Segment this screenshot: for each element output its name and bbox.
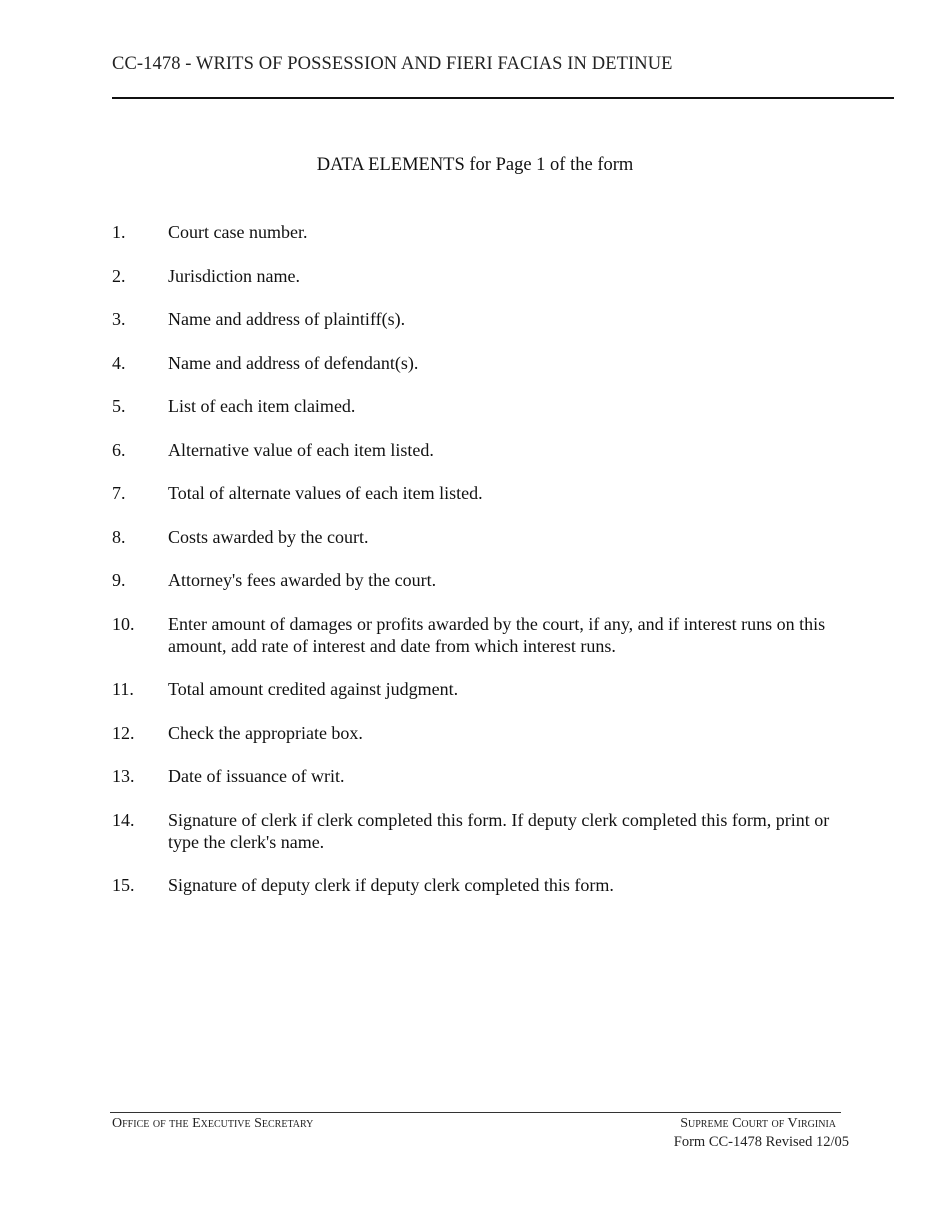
list-item — [112, 308, 852, 330]
item-number: 14. — [112, 809, 135, 830]
item-number: 9. — [112, 570, 126, 590]
item-text: Name and address of plaintiff(s). — [168, 309, 406, 329]
item-text: Costs awarded by the court. — [168, 526, 369, 547]
section-title: DATA ELEMENTS for Page 1 of the form — [316, 155, 634, 175]
list-item — [112, 439, 852, 461]
list-item — [112, 482, 852, 504]
item-text: Check the appropriate box. — [168, 722, 363, 743]
item-number: 12. — [112, 722, 135, 743]
footer-office: Office of the Executive Secretary — [112, 1116, 314, 1131]
list-item — [112, 874, 852, 896]
item-text: Jurisdiction name. — [168, 265, 300, 286]
item-text: Name and address of defendant(s). — [168, 352, 419, 373]
header-divider — [112, 97, 894, 99]
footer-divider — [110, 1112, 841, 1113]
footer-court: Supreme Court of Virginia — [680, 1116, 836, 1131]
item-number: 1. — [112, 222, 126, 242]
item-text: Date of issuance of writ. — [168, 766, 345, 786]
item-text: Alternative value of each item listed. — [168, 439, 434, 460]
item-number: 13. — [112, 766, 135, 786]
list-item — [112, 809, 852, 853]
item-text: Total of alternate values of each item listed. — [168, 483, 483, 503]
item-number: 15. — [112, 875, 135, 895]
list-item — [112, 265, 852, 287]
item-number: 7. — [112, 483, 126, 503]
item-number: 11. — [112, 679, 134, 699]
item-number: 3. — [112, 309, 126, 329]
item-text: Enter amount of damages or profits awarded by the court, if any, and if interest runs on this amount, add rate of interest and date from which interest runs. — [168, 613, 826, 656]
list-item — [112, 569, 852, 591]
item-text: Signature of clerk if clerk completed this form. If deputy clerk completed this form, print or type the clerk's name. — [168, 809, 830, 852]
data-elements-list — [112, 221, 852, 918]
item-number: 2. — [112, 265, 126, 286]
item-text: Signature of deputy clerk if deputy clerk completed this form. — [168, 875, 614, 895]
item-text: List of each item claimed. — [168, 396, 356, 416]
item-number: 4. — [112, 352, 126, 373]
item-text: Attorney's fees awarded by the court. — [168, 570, 437, 590]
list-item — [112, 526, 852, 548]
list-item — [112, 613, 852, 657]
list-item — [112, 678, 852, 700]
list-item — [112, 722, 852, 744]
item-number: 5. — [112, 396, 126, 416]
document-header: CC-1478 - WRITS OF POSSESSION AND FIERI FACIAS IN DETINUE — [112, 54, 673, 74]
list-item — [112, 352, 852, 374]
list-item — [112, 395, 852, 417]
item-text: Total amount credited against judgment. — [168, 679, 459, 699]
item-number: 8. — [112, 526, 126, 547]
list-item — [112, 765, 852, 787]
list-item — [112, 221, 852, 243]
item-number: 10. — [112, 613, 135, 634]
item-number: 6. — [112, 439, 126, 460]
item-text: Court case number. — [168, 222, 308, 242]
footer-form-number: Form CC-1478 Revised 12/05 — [673, 1134, 849, 1150]
